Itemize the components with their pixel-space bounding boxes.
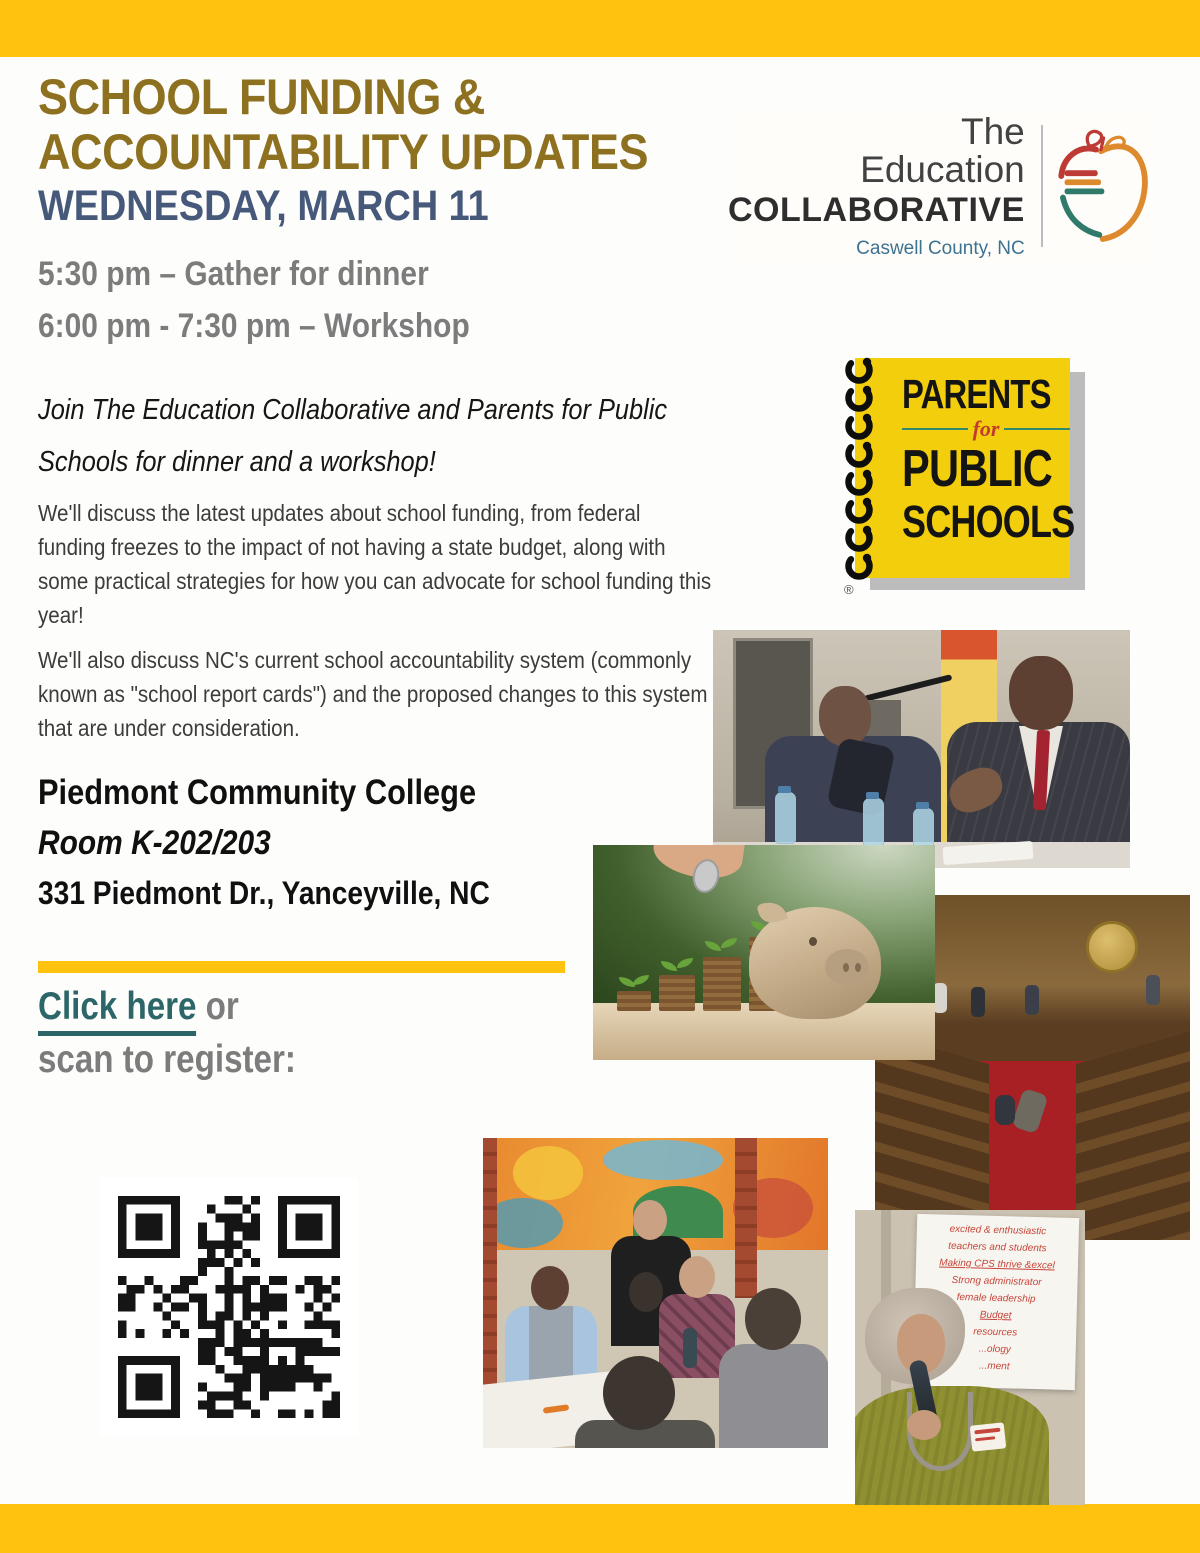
pps-word-parents: PARENTS — [902, 371, 1051, 417]
tabletop — [593, 1003, 935, 1060]
location-room: Room K-202/203 — [38, 824, 271, 862]
coin-stack — [617, 991, 651, 1011]
brick-column — [735, 1138, 757, 1298]
logo-line-education: Education — [860, 148, 1025, 190]
participant-gray — [719, 1344, 828, 1448]
logo-line-the: The — [960, 110, 1025, 152]
pps-word-public: PUBLIC — [902, 440, 1053, 498]
pps-rule-left — [902, 428, 968, 430]
pps-word-schools: SCHOOLS — [902, 496, 1075, 547]
photo-panel-discussion — [713, 630, 1130, 868]
pps-logo-card — [855, 358, 1075, 578]
schedule-dinner: 5:30 pm – Gather for dinner — [38, 255, 429, 293]
coin-stack — [703, 957, 741, 1011]
event-date: WEDNESDAY, MARCH 11 — [38, 182, 489, 230]
pps-rule-right — [1004, 428, 1070, 430]
sprout — [661, 961, 677, 971]
pps-wordmark — [902, 371, 1075, 548]
education-collaborative-logo — [728, 110, 1152, 262]
click-here-link[interactable]: Click here — [38, 985, 196, 1036]
register-or: or — [196, 985, 239, 1028]
page-title — [38, 70, 716, 180]
top-accent-bar — [0, 0, 1200, 57]
registered-trademark: ® — [844, 582, 854, 597]
apple-icon — [1053, 119, 1152, 253]
flip-chart: excited & enthusiastic teachers and students Making CPS thrive &excel Strong administrator female leadership Budget resources ...ology ...ment — [913, 1214, 1079, 1390]
logo-tagline: Caswell County, NC — [856, 237, 1025, 259]
schedule-workshop: 6:00 pm - 7:30 pm – Workshop — [38, 307, 470, 345]
water-bottle — [775, 792, 796, 844]
body-paragraph-2: We'll also discuss NC's current school accountability system (commonly known as "school report cards") and the proposed changes to this system that are under consideration. — [38, 647, 708, 741]
foreground-participant — [603, 1356, 675, 1430]
yellow-divider — [38, 961, 565, 973]
name-tag — [970, 1422, 1007, 1451]
photo-workshop-tables — [483, 1138, 828, 1448]
photo-piggy-bank-savings — [593, 845, 935, 1060]
pps-word-for: for — [972, 416, 1000, 441]
parents-for-public-schools-logo — [842, 352, 1102, 604]
coin-stack — [659, 975, 695, 1011]
logo-divider-line — [1041, 125, 1043, 247]
location-address: 331 Piedmont Dr., Yanceyville, NC — [38, 875, 490, 911]
register-block — [38, 980, 341, 1086]
intro-text: Join The Education Collaborative and Parents for Public Schools for dinner and a workshop! — [38, 394, 668, 478]
body-paragraph-1: We'll discuss the latest updates about school funding, from federal funding freezes to the impact of not having a state budget, along with some practical strategies for how you can advocate for school funding this year! — [38, 500, 712, 628]
title-line-2: ACCOUNTABILITY UPDATES — [38, 124, 649, 180]
pps-word-for-row — [902, 418, 1070, 440]
qr-code — [100, 1178, 358, 1436]
spiral-binding-icon — [834, 356, 884, 586]
water-bottle — [863, 798, 884, 850]
register-line-2: scan to register: — [38, 1038, 296, 1081]
location-name: Piedmont Community College — [38, 773, 477, 812]
state-seal — [1086, 921, 1138, 973]
thermos — [683, 1328, 697, 1368]
photo-speaker-flipchart — [855, 1210, 1085, 1505]
title-line-1: SCHOOL FUNDING & — [38, 69, 485, 125]
sprout — [705, 941, 721, 951]
event-schedule — [38, 248, 529, 352]
education-collaborative-wordmark — [728, 110, 1041, 260]
chamber-desks-right — [1076, 1026, 1190, 1240]
location-block — [38, 768, 551, 918]
bottom-accent-bar — [0, 1504, 1200, 1553]
logo-line-collaborative: COLLABORATIVE — [728, 190, 1025, 229]
microphone-stand — [864, 674, 953, 702]
